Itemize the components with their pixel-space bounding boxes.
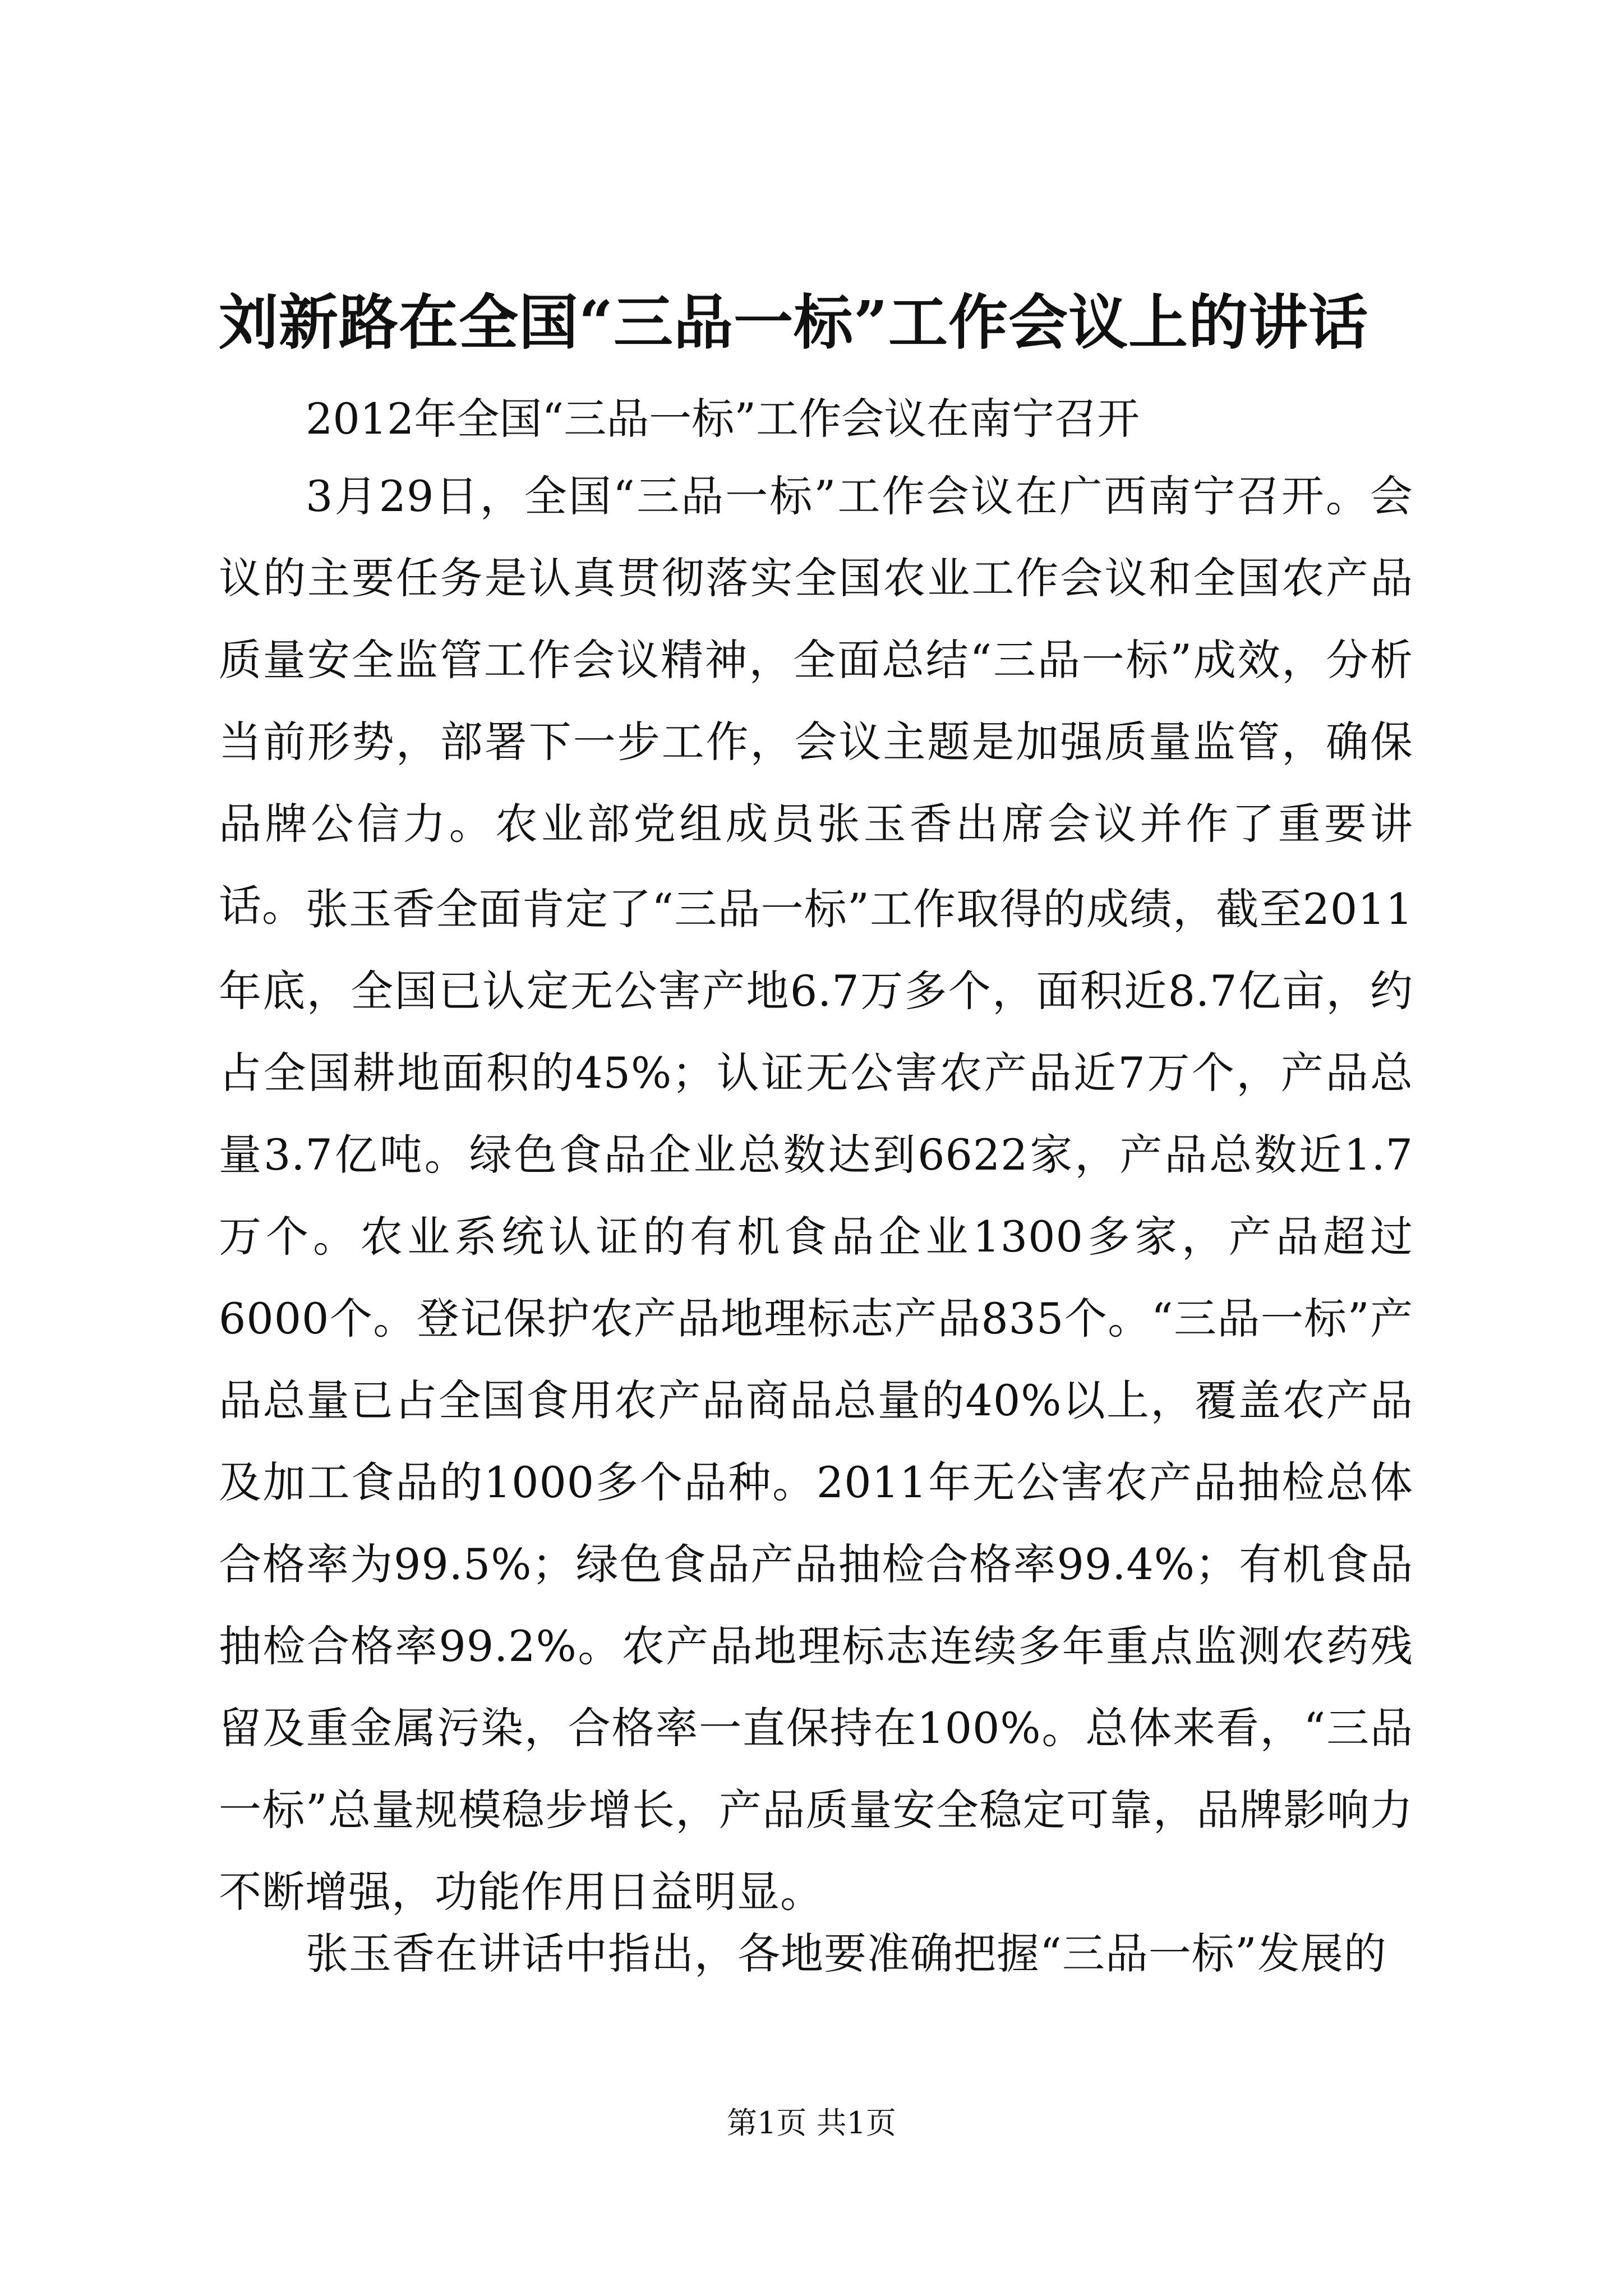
body-paragraph-3: 张玉香在讲话中指出，各地要准确把握“三品一标”发展的 <box>306 1929 1387 1978</box>
page-title: 刘新路在全国“三品一标”工作会议上的讲话 <box>219 287 1368 357</box>
document-subtitle: 2012年全国“三品一标”工作会议在南宁召开 <box>306 394 1140 444</box>
body-paragraph-1: 3月29日，全国“三品一标”工作会议在广西南宁召开。会议的主要任务是认真贯彻落实全国农业工作会议和全国农产品质量安全监管工作会议精神，全面总结“三品一标”成效，分析当前形势，部署下一步工作，会议主题是加强质量监管，确保品牌公信力。农业部党组成员张玉香出席会议并作了重要讲话。 <box>219 471 1413 931</box>
body-paragraph-2: 张玉香全面肯定了“三品一标”工作取得的成绩，截至2011年底，全国已认定无公害产地6.7万多个，面积近8.7亿亩，约占全国耕地面积的45%；认证无公害农产品近7万个，产品总量3.7亿吨。绿色食品企业总数达到6622家，产品总数近1.7万个。农业系统认证的有机食品企业1300多家，产品超过6000个。登记保护农产品地理标志产品835个。“三品一标”产品总量已占全国食用农产品商品总量的40%以上，覆盖农产品及加工食品的1000多个品种。2011年无公害农产品抽检总体合格率为99.5%；绿色食品产品抽检合格率99.4%；有机食品抽检合格率99.2%。农产品地理标志连续多年重点监测农药残留及重金属污染，合格率一直保持在100%。总体来看，“三品一标”总量规模稳步增长，产品质量安全稳定可靠，品牌影响力不断增强，功能作用日益明显。 <box>219 884 1413 1917</box>
page-footer: 第1页 共1页 <box>727 2105 896 2141</box>
